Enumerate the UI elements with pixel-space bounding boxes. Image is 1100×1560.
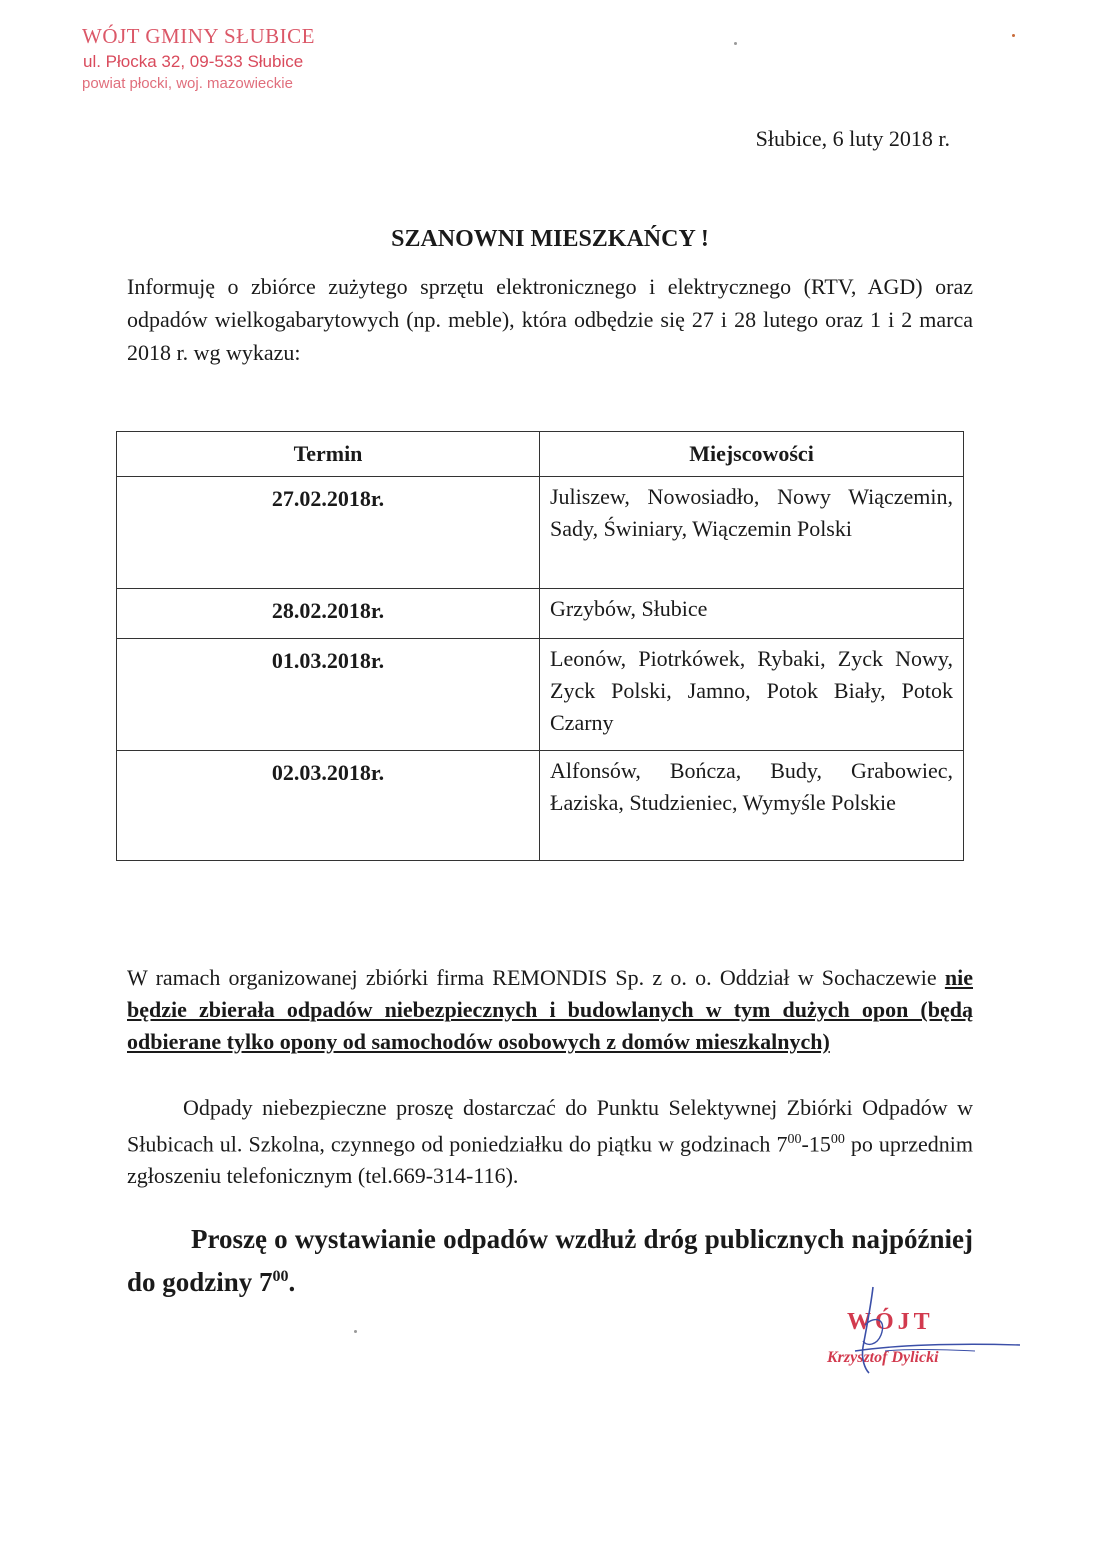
row-term: 01.03.2018r.: [117, 639, 540, 751]
hours-from: 7: [776, 1131, 788, 1157]
collection-schedule-table: [116, 431, 964, 861]
hours-to-minutes: 00: [830, 1132, 845, 1147]
header-places: Miejscowości: [540, 432, 964, 477]
signature-block: [815, 1285, 1025, 1395]
hazardous-tail-text: po uprzednim zgłoszeniu telefonicznym (tel.669-314-116).: [127, 1131, 973, 1189]
table-header-row: [117, 432, 964, 477]
row-places: Alfonsów, Bończa, Budy, Grabowiec, Łaziska, Studzieniec, Wymyśle Polskie: [540, 751, 964, 861]
row-term: 02.03.2018r.: [117, 751, 540, 861]
hours-to: 15: [808, 1131, 831, 1157]
hazardous-lead-text: Odpady niebezpieczne proszę dostarczać do Punktu Selektywnej Zbiórki Odpadów w Słubicach ul. Szkolna, czynnego od poniedziałku do piątku w godzinach: [127, 1095, 973, 1157]
hazardous-waste-paragraph: [127, 1092, 973, 1192]
final-notice-end: .: [288, 1267, 296, 1297]
letter-heading: SZANOWNI MIESZKAŃCY !: [391, 226, 709, 252]
table-row: [117, 477, 964, 589]
remondis-notice-paragraph: [127, 962, 973, 1058]
final-notice-hour: 7: [259, 1267, 273, 1297]
intro-paragraph: Informuję o zbiórce zużytego sprzętu elektronicznego i elektrycznego (RTV, AGD) oraz odpadów wielkogabarytowych (np. meble), która odbędzie się 27 i 28 lutego oraz 1 i 2 marca 2018 r. wg wykazu:: [127, 274, 973, 365]
row-places: Juliszew, Nowosiadło, Nowy Wiączemin, Sady, Świniary, Wiączemin Polski: [540, 477, 964, 589]
scan-speck: [354, 1330, 357, 1333]
scan-speck: [734, 42, 737, 45]
table-row: [117, 639, 964, 751]
notice-exclusion-text: nie będzie zbierała odpadów niebezpiecznych i budowlanych w tym dużych opon (będą odbierane tylko opony od samochodów osobowych z domów mieszkalnych): [127, 965, 973, 1054]
signature-title: WÓJT: [847, 1309, 934, 1335]
table-row: [117, 589, 964, 639]
handwritten-signature-icon: [815, 1285, 1025, 1395]
header-term: Termin: [117, 432, 540, 477]
office-stamp: [82, 22, 342, 94]
hours-dash: -: [801, 1131, 809, 1157]
hours-from-minutes: 00: [787, 1132, 802, 1147]
stamp-line-office: WÓJT GMINY SŁUBICE: [82, 24, 315, 48]
letter-date: Słubice, 6 luty 2018 r.: [755, 126, 950, 151]
row-term: 27.02.2018r.: [117, 477, 540, 589]
stamp-line-address: ul. Płocka 32, 09-533 Słubice: [83, 52, 304, 71]
final-notice-text: Proszę o wystawianie odpadów wzdłuż dróg publicznych najpóźniej do godziny: [127, 1224, 973, 1297]
final-notice-hour-minutes: 00: [272, 1268, 289, 1285]
notice-lead-text: W ramach organizowanej zbiórki firma REMONDIS Sp. z o. o. Oddział w Sochaczewie: [127, 965, 945, 990]
signature-name: Krzysztof Dylicki: [827, 1349, 939, 1366]
row-places: Leonów, Piotrkówek, Rybaki, Zyck Nowy, Zyck Polski, Jamno, Potok Biały, Potok Czarny: [540, 639, 964, 751]
stamp-line-region: powiat płocki, woj. mazowieckie: [82, 75, 293, 92]
row-term: 28.02.2018r.: [117, 589, 540, 639]
scan-speck: [1012, 34, 1015, 37]
row-places: Grzybów, Słubice: [540, 589, 964, 639]
table-row: [117, 751, 964, 861]
